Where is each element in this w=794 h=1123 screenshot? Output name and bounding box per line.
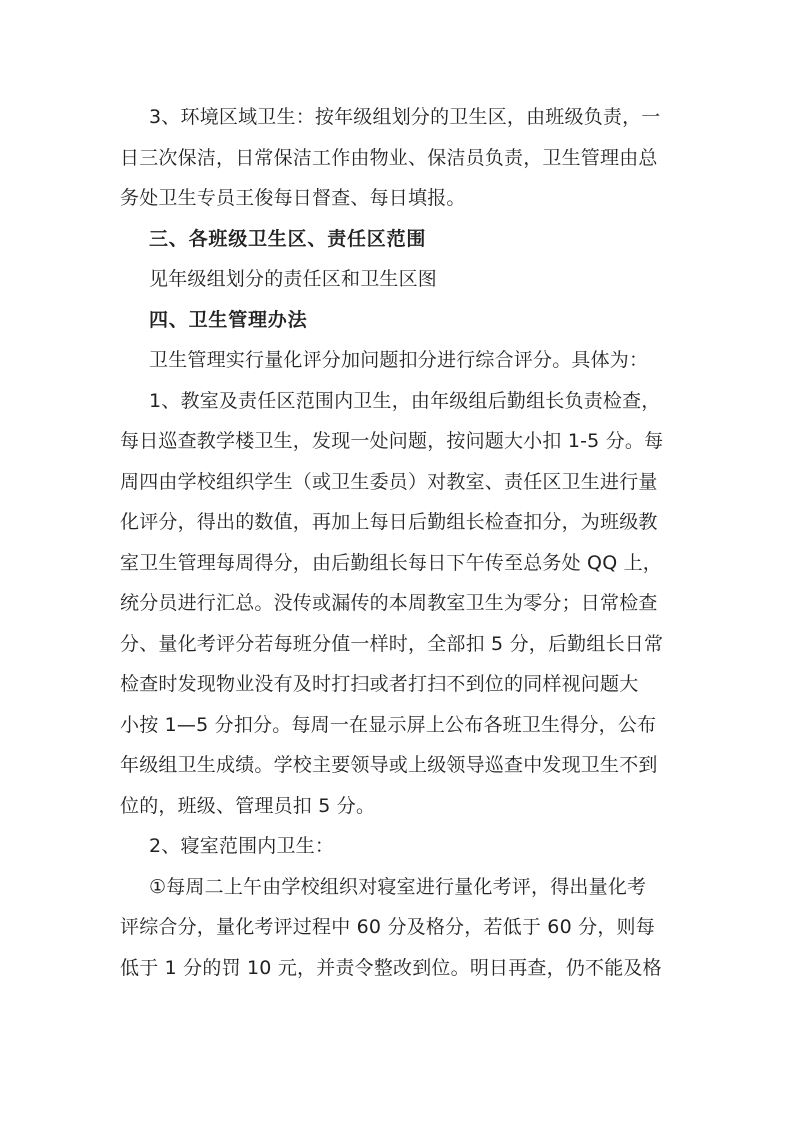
paragraph-line: 位的，班级、管理员扣 5 分。 xyxy=(120,794,376,817)
paragraph-line: 务处卫生专员王俊每日督查、每日填报。 xyxy=(120,187,466,209)
paragraph-line: 小按 1—5 分扣分。每周一在显示屏上公布各班卫生得分，公布 xyxy=(120,713,657,736)
paragraph-line: 卫生管理实行量化评分加问题扣分进行综合评分。具体为： xyxy=(149,349,649,371)
paragraph-line: 日三次保洁，日常保洁工作由物业、保洁员负责，卫生管理由总 xyxy=(120,146,658,169)
paragraph-line: 3、环境区域卫生：按年级组划分的卫生区，由班级负责，一 xyxy=(149,106,661,128)
paragraph-line: 化评分，得出的数值，再加上每日后勤组长检查扣分，为班级教 xyxy=(120,511,658,533)
paragraph-line: 2、寝室范围内卫生： xyxy=(149,835,335,857)
paragraph-line: 分、量化考评分若每班分值一样时，全部扣 5 分，后勤组长日常 xyxy=(120,632,664,655)
paragraph-line: 1、教室及责任区范围内卫生，由年级组后勤组长负责检查， xyxy=(149,389,661,412)
paragraph-line: ①每周二上午由学校组织对寝室进行量化考评，得出量化考 xyxy=(149,875,647,898)
paragraph-line: 每日巡查教学楼卫生，发现一处问题，按问题大小扣 1-5 分。每 xyxy=(120,430,664,452)
paragraph-line: 年级组卫生成绩。学校主要领导或上级领导巡查中发现卫生不到 xyxy=(120,754,658,776)
paragraph-line: 检查时发现物业没有及时打扫或者打扫不到位的同样视问题大 xyxy=(120,673,639,695)
paragraph-line: 评综合分，量化考评过程中 60 分及格分，若低于 60 分，则每 xyxy=(120,916,655,938)
section-heading: 三、各班级卫生区、责任区范围 xyxy=(149,227,427,250)
paragraph-line: 周四由学校组织学生（或卫生委员）对教室、责任区卫生进行量 xyxy=(120,470,658,493)
section-heading: 四、卫生管理办法 xyxy=(149,308,308,331)
paragraph-line: 低于 1 分的罚 10 元，并责令整改到位。明日再查，仍不能及格 xyxy=(120,956,662,979)
paragraph-line: 统分员进行汇总。没传或漏传的本周教室卫生为零分；日常检查 xyxy=(120,592,658,614)
paragraph-line: 见年级组划分的责任区和卫生区图 xyxy=(149,268,438,290)
paragraph-line: 室卫生管理每周得分，由后勤组长每日下午传至总务处 QQ 上， xyxy=(120,551,662,574)
document-page xyxy=(120,97,676,988)
